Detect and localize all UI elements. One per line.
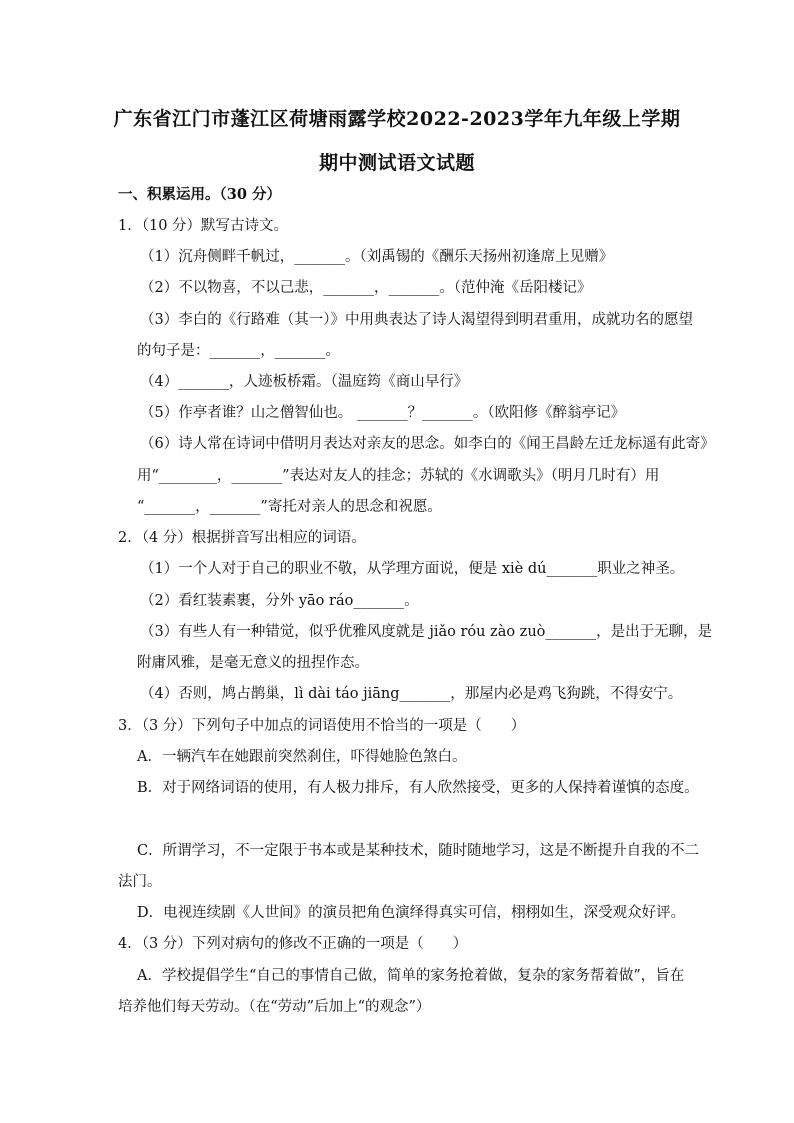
question-1-item: （3）李白的《行路难（其一）》中用典表达了诗人渴望得到明君重用，成就功名的愿望 [140,312,693,328]
question-3-stem: 3．（3 分）下列句子中加点的词语使用不恰当的一项是（ ） [118,718,526,734]
question-1-item: 的句子是：_______，_______。 [137,343,340,359]
section-heading: 一、积累运用。（30 分） [118,186,281,203]
question-1-item: （6）诗人常在诗词中借明月表达对亲友的思念。如李白的《闻王昌龄左迁龙标遥有此寄》 [140,436,715,452]
question-2-item: （2）看红装素裹，分外 yāo ráo_______。 [140,593,419,609]
question-1-item: （5）作亭者谁？山之僧智仙也。 _______？_______。（欧阳修《醉翁亭记》 [140,405,626,421]
question-4-stem: 4．（3 分）下列对病句的修改不正确的一项是（ ） [118,936,468,952]
question-1-item: 用“________，_______”表达对友人的挂念；苏轼的《水调歌头》（明月几时有）用 [137,468,660,484]
question-3-option-d: D．电视连续剧《人世间》的演员把角色演绎得真实可信，栩栩如生，深受观众好评。 [137,905,686,921]
exam-title-line-2: 期中测试语文试题 [318,152,475,174]
question-3-option-c: C．所谓学习，不一定限于书本或是某种技术，随时随地学习，这是不断提升自我的不二 [137,843,700,859]
question-1-item: “_______，_______”寄托对亲人的思念和祝愿。 [137,499,442,515]
question-2-item: （4）否则，鸠占鹊巢，lì dài táo jiāng_______，那屋内必是鸡飞狗跳，不得安宁。 [140,686,683,702]
question-3-option-b: B．对于网络词语的使用，有人极力排斥，有人欣然接受，更多的人保持着谨慎的态度。 [137,780,699,796]
question-1-item: （4）_______，人迹板桥霜。（温庭筠《商山早行》 [140,374,469,390]
question-2-item: （1）一个人对于自己的职业不敬，从学理方面说，便是 xiè dú_______职业之神圣。 [140,561,685,577]
question-3-option-a: A．一辆汽车在她跟前突然刹住，吓得她脸色煞白。 [137,749,467,765]
exam-title-line-1: 广东省江门市蓬江区荷塘雨露学校2022-2023学年九年级上学期 [113,108,681,130]
question-1-item: （1）沉舟侧畔千帆过，_______。（刘禹锡的《酬乐天扬州初逢席上见赠》 [140,249,614,265]
question-1-item: （2）不以物喜，不以己悲，_______，_______。（范仲淹《岳阳楼记》 [140,280,592,296]
question-4-option-a: A．学校提倡学生“自己的事情自己做，简单的家务抢着做，复杂的家务帮着做”，旨在 [137,968,685,984]
question-2-item: 附庸风雅，是毫无意义的扭捏作态。 [137,655,369,671]
question-2-item: （3）有些人有一种错觉，似乎优雅风度就是 jiǎo róu zào zuò_______，是出于无聊，是 [140,624,713,640]
question-1-stem: 1．（10 分）默写古诗文。 [118,218,289,234]
question-3-option-c-continued: 法门。 [118,874,162,890]
question-4-option-a-continued: 培养他们每天劳动。（在“劳动”后加上“的观念”） [118,999,431,1015]
question-2-stem: 2．（4 分）根据拼音写出相应的词语。 [118,530,366,546]
